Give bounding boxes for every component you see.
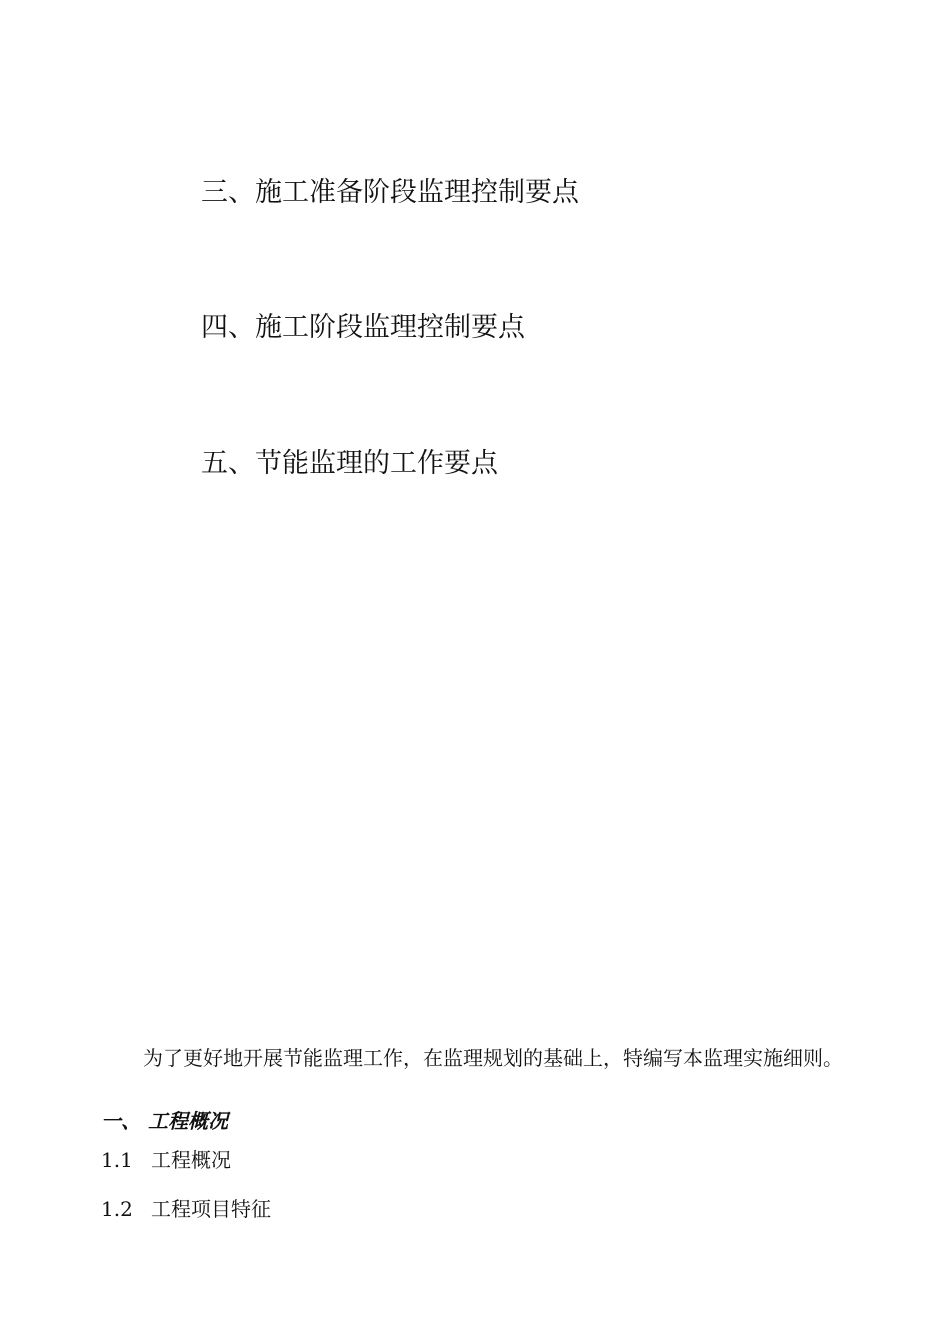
intro-paragraph: 为了更好地开展节能监理工作，在监理规划的基础上，特编写本监理实施细则。 [143,1046,843,1070]
subsection-label: 工程概况 [151,1148,231,1172]
subsection-number: 1.1 [101,1148,133,1172]
subsection-1-1 [101,1146,231,1174]
subsection-label: 工程项目特征 [151,1197,271,1221]
toc-heading-energy-saving: 五、节能监理的工作要点 [201,448,498,479]
subsection-1-2 [101,1195,271,1223]
subsection-number: 1.2 [101,1197,133,1221]
toc-heading-construction-stage: 四、施工阶段监理控制要点 [201,312,525,343]
section-title-project-overview: 一、 工程概况 [101,1109,228,1133]
toc-heading-construction-preparation: 三、施工准备阶段监理控制要点 [201,177,579,208]
